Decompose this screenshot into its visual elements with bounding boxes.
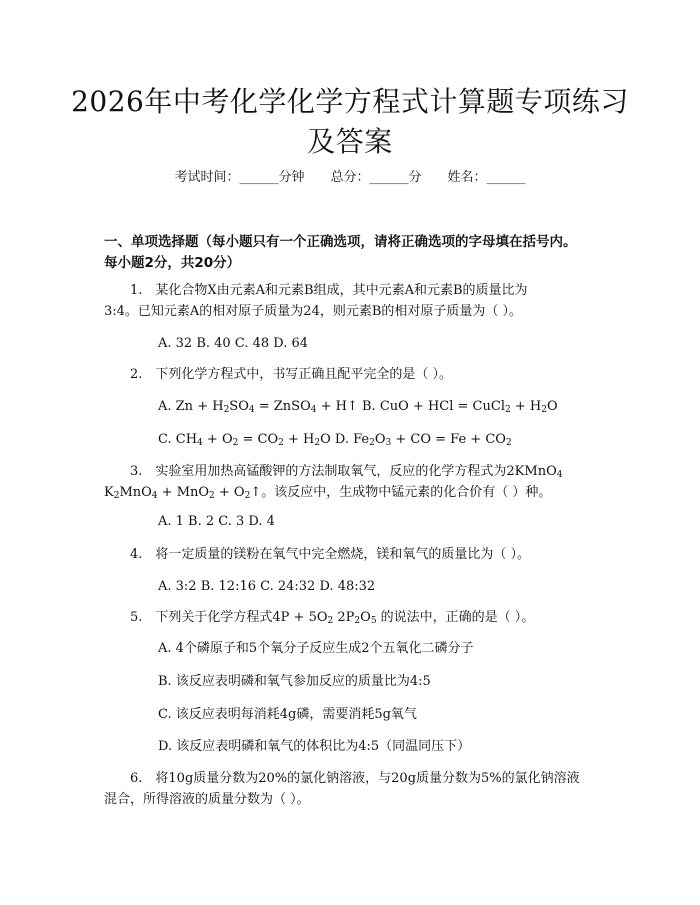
title-line-2: 及答案 bbox=[307, 125, 393, 158]
question-6 bbox=[104, 768, 609, 810]
question-1-options: A. 32 B. 40 C. 48 D. 64 bbox=[158, 336, 309, 351]
question-3 bbox=[104, 461, 609, 503]
exam-meta bbox=[0, 170, 700, 186]
question-3-line-2: $K_2MnO_4 + MnO_2$ + $O_2↑$。该反应中，生成物中锰元素的化合价有（ ）种。 bbox=[104, 485, 552, 501]
question-5-option-c: C. 该反应表明每消耗4g磷，需要消耗5g氧气 bbox=[158, 707, 417, 722]
title-line-1: 2026年中考化学化学方程式计算题专项练习 bbox=[71, 85, 629, 118]
question-5-option-d: D. 该反应表明磷和氧气的体积比为4:5（同温同压下） bbox=[158, 739, 471, 754]
student-name: 姓名：______ bbox=[447, 170, 526, 185]
question-1-line-1: 1. 某化合物X由元素A和元素B组成，其中元素A和元素B的质量比为 bbox=[130, 283, 528, 298]
page-title bbox=[60, 82, 640, 162]
question-6-line-1: 6. 将10g质量分数为20%的氯化钠溶液，与20g质量分数为5%的氯化钠溶液 bbox=[130, 771, 580, 786]
total-score: 总分：______分 bbox=[330, 170, 422, 185]
question-5-stem: 5. 下列关于化学方程式$4P + 5O_2$ $2P_2O_5$ 的说法中，正确的是（ ）。 bbox=[130, 610, 535, 626]
question-2-stem: 2. 下列化学方程式中，书写正确且配平完全的是（ ）。 bbox=[130, 367, 453, 382]
question-2-options-cd: C. $CH_4 + O_2 = CO_2 + H_2O$ D. $Fe_2O_3$ + CO = $Fe + CO_2$ bbox=[158, 432, 512, 448]
question-2-options-ab: A. $Zn + H_2SO_4$ = ZnSO$_4$ + H↑ B. CuO + HCl = CuCl$_2$ + $H_2O$ bbox=[158, 399, 558, 415]
question-4-stem: 4. 将一定质量的镁粉在氧气中完全燃烧，镁和氧气的质量比为（ ）。 bbox=[130, 547, 531, 562]
question-3-line-1: 3. 实验室用加热高锰酸钾的方法制取氧气，反应的化学方程式为2KMnO$_4$ bbox=[130, 464, 563, 480]
section-heading-line-2: 每小题2分，共20分） bbox=[104, 255, 241, 271]
question-1 bbox=[104, 280, 609, 322]
question-3-options: A. 1 B. 2 C. 3 D. 4 bbox=[158, 514, 275, 529]
section-heading bbox=[104, 232, 609, 274]
exam-time: 考试时间：______分钟 bbox=[174, 170, 305, 185]
question-4-options: A. 3:2 B. 12:16 C. 24:32 D. 48:32 bbox=[158, 579, 376, 594]
question-5-option-a: A. 4个磷原子和5个氧分子反应生成2个五氧化二磷分子 bbox=[158, 641, 474, 656]
question-1-line-2: 3:4。已知元素A的相对原子质量为24，则元素B的相对原子质量为（ ）。 bbox=[104, 304, 523, 319]
question-6-line-2: 混合，所得溶液的质量分数为（ ）。 bbox=[104, 792, 310, 807]
section-heading-line-1: 一、单项选择题（每小题只有一个正确选项，请将正确选项的字母填在括号内。 bbox=[104, 234, 577, 250]
question-5-option-b: B. 该反应表明磷和氧气参加反应的质量比为4:5 bbox=[158, 674, 431, 689]
